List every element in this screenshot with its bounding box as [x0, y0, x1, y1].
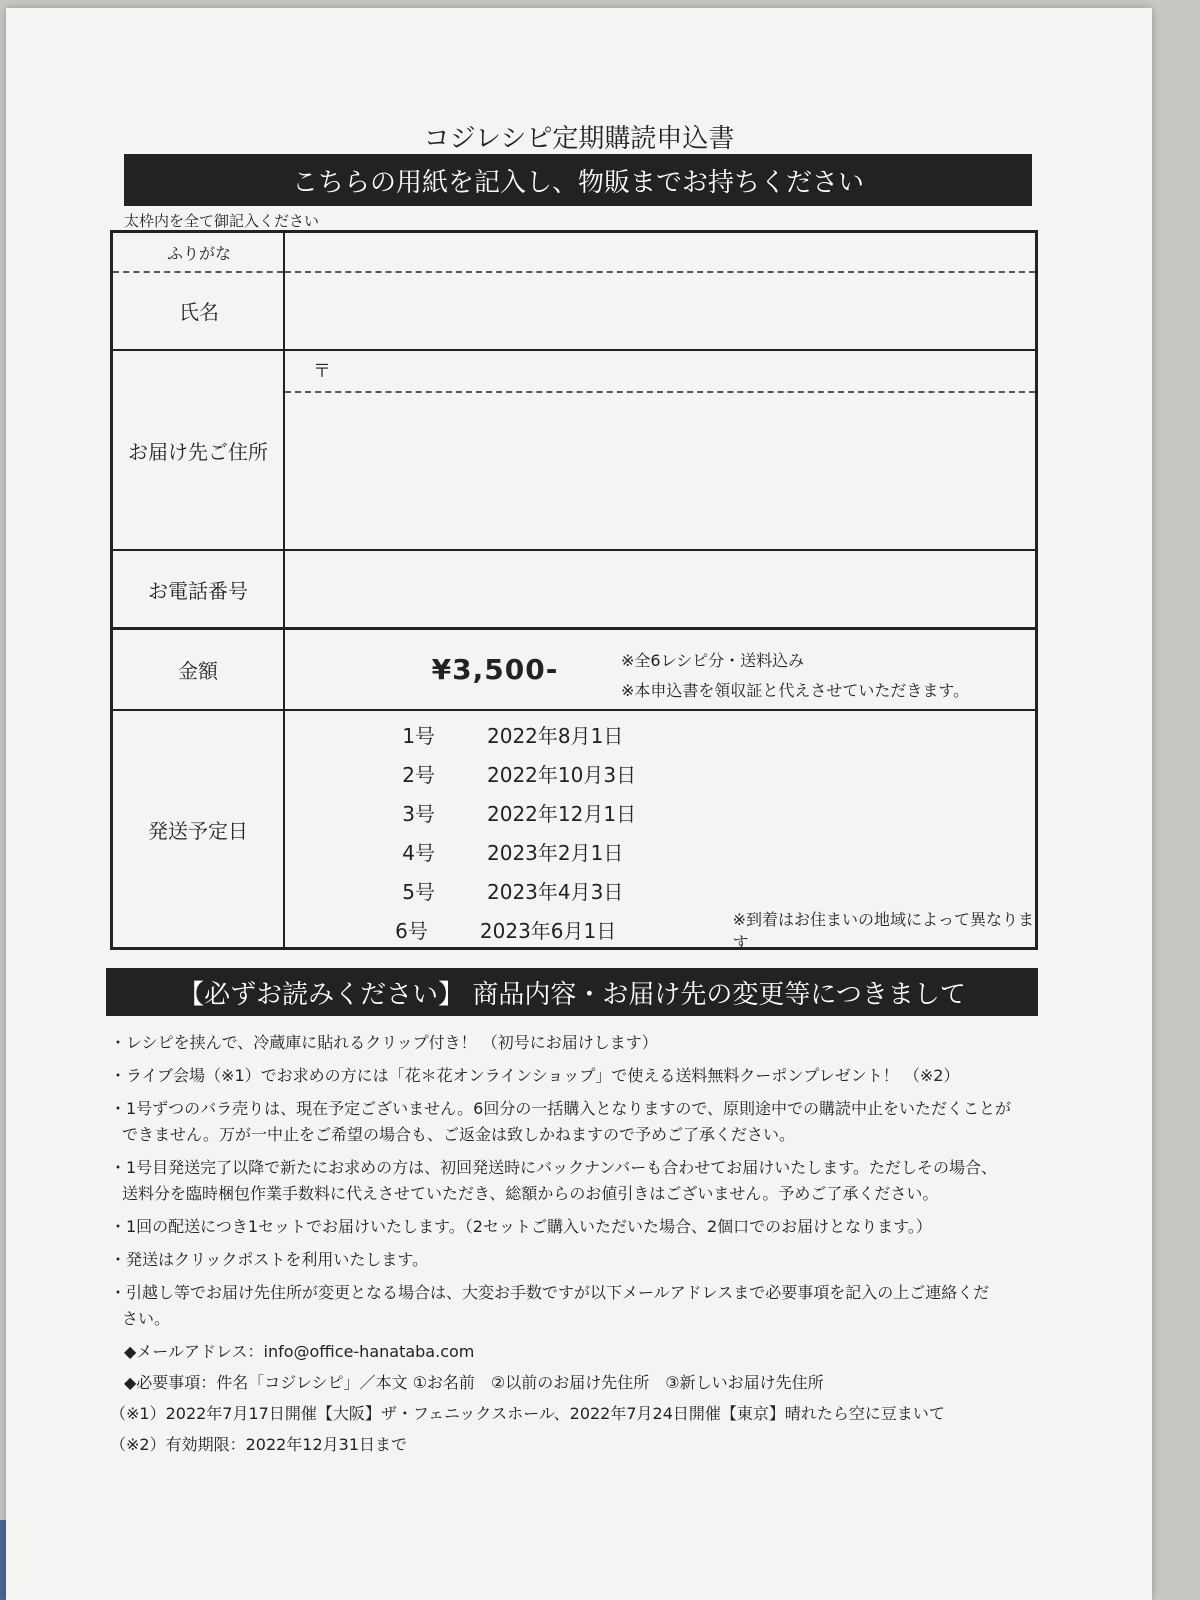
postal-mark: 〒 [313, 361, 331, 382]
issue-number: 3号 [402, 802, 435, 826]
schedule-list [285, 715, 1035, 952]
ship-date: 2022年10月3日 [487, 763, 637, 787]
note-address-change [110, 1280, 1040, 1332]
footnote-2: （※2）有効期限：2022年12月31日まで [110, 1435, 408, 1454]
ship-date: 2023年4月3日 [487, 880, 624, 904]
instruction-banner: こちらの用紙を記入し、物販までお持ちください [124, 154, 1032, 206]
name-label: 氏名 [179, 299, 219, 324]
furigana-label: ふりがな [166, 243, 231, 263]
ship-date: 2022年12月1日 [487, 802, 637, 826]
issue-number: 6号 [395, 919, 428, 943]
price-value: ¥3,500- [431, 653, 559, 686]
note-text: ・引越し等でお届け先住所が変更となる場合は、大変お手数ですが以下メールアドレスまで必要事項を記入の上ご連絡くだ [110, 1283, 990, 1302]
name-row [113, 233, 1035, 351]
arrival-note: ※到着はお住まいの地域によって異なります [732, 909, 1034, 952]
footnote-1: （※1）2022年7月17日開催【大阪】ザ・フェニックスホール、2022年7月24日開催【東京】晴れたら空に豆まいて [110, 1404, 945, 1423]
schedule-row [113, 711, 1035, 952]
schedule-cell [285, 711, 1035, 952]
name-label-cell [113, 233, 285, 349]
schedule-item [285, 832, 1035, 871]
schedule-item [285, 754, 1035, 793]
schedule-item [285, 909, 1035, 952]
contact-email: ◆メールアドレス：info@office-hanataba.com [124, 1342, 475, 1361]
postal-divider [285, 391, 1035, 393]
note-one-set: ・1回の配送につき1セットでお届けいたします。（2セットご購入いただいた場合、2個口でのお届けとなります。） [110, 1217, 932, 1236]
ship-date: 2023年2月1日 [487, 841, 624, 865]
note-text: ・1号目発送完了以降で新たにお求めの方は、初回発送時にバックナンバーも合わせてお届けいたします。ただしその場合、 [110, 1158, 997, 1177]
application-form-sheet [6, 8, 1152, 1600]
issue-number: 2号 [402, 763, 435, 787]
amount-label: 金額 [113, 630, 285, 709]
issue-number: 5号 [402, 880, 435, 904]
address-field[interactable] [285, 351, 1035, 549]
phone-label: お電話番号 [113, 551, 285, 627]
issue-number: 4号 [402, 841, 435, 865]
note-clip: ・レシピを挟んで、冷蔵庫に貼れるクリップ付き！ （初号にお届けします） [110, 1033, 658, 1052]
name-field[interactable] [285, 233, 1035, 349]
ship-date: 2023年6月1日 [479, 919, 617, 943]
application-form-table [110, 230, 1038, 950]
note-text: ・1号ずつのバラ売りは、現在予定ございません。6回分の一括購入となりますので、原則途中での購読中止をいただくことが [110, 1099, 1012, 1118]
phone-field[interactable] [285, 551, 1035, 627]
issue-number: 1号 [402, 724, 435, 748]
schedule-item [285, 715, 1035, 754]
note-no-single-sale [110, 1096, 1040, 1148]
address-row [113, 351, 1035, 551]
address-label: お届け先ご住所 [113, 351, 285, 549]
price-note-receipt: ※本申込書を領収証と代えさせていただきます。 [621, 681, 970, 700]
note-back-number [110, 1155, 1040, 1207]
schedule-label: 発送予定日 [113, 711, 285, 947]
price-note-shipping: ※全6レシピ分・送料込み [621, 651, 805, 670]
fill-instruction: 太枠内を全て御記入ください [124, 212, 320, 230]
schedule-item [285, 793, 1035, 832]
required-items: ◆必要事項：件名「コジレシピ」／本文 ①お名前 ②以前のお届け先住所 ③新しいお届け先住所 [124, 1373, 824, 1392]
notice-banner: 【必ずお読みください】 商品内容・お届け先の変更等につきまして [106, 968, 1038, 1016]
furigana-divider-field [285, 271, 1035, 273]
note-text-cont: さい。 [122, 1309, 171, 1328]
note-text-cont: 送料分を臨時梱包作業手数料に代えさせていただき、総額からのお値引きはございません。予めご了承ください。 [122, 1184, 939, 1203]
ship-date: 2022年8月1日 [487, 724, 624, 748]
schedule-item [285, 871, 1035, 910]
amount-row [113, 629, 1035, 711]
note-coupon: ・ライブ会場（※1）でお求めの方には「花＊花オンラインショップ」で使える送料無料クーポンプレゼント！ （※2） [110, 1066, 960, 1085]
phone-row [113, 551, 1035, 629]
note-clickpost: ・発送はクリックポストを利用いたします。 [110, 1250, 429, 1269]
amount-cell [285, 630, 1035, 709]
notes-section [110, 1030, 1040, 1463]
note-text-cont: できません。万が一中止をご希望の場合も、ご返金は致しかねますので予めご了承ください。 [122, 1125, 795, 1144]
form-title: コジレシピ定期購読申込書 [423, 124, 735, 154]
price-notes [621, 646, 969, 706]
